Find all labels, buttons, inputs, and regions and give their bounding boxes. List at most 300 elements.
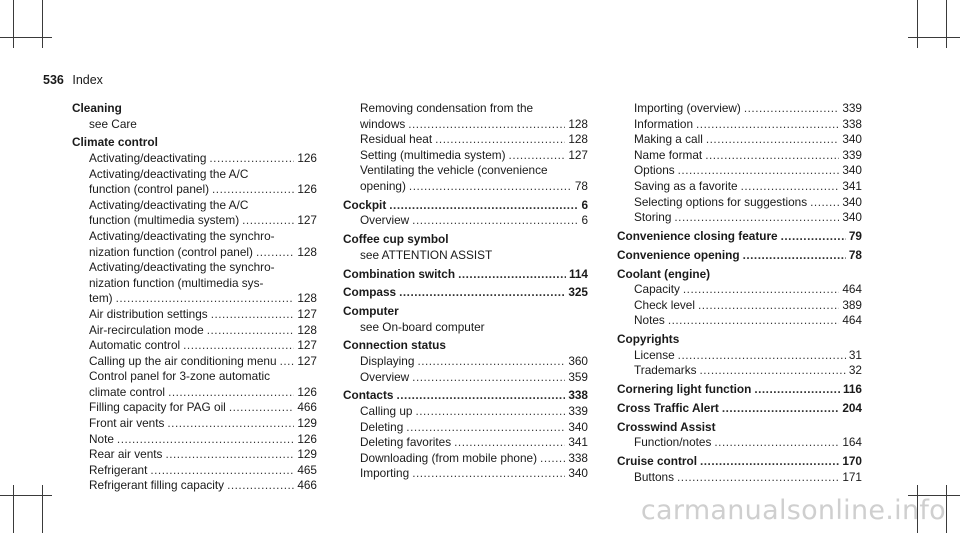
- entry-line: [89, 323, 317, 339]
- entry-line: [89, 307, 317, 323]
- entry-text: climate control: [89, 384, 166, 399]
- index-subentry: [617, 282, 862, 298]
- page-ref: 338: [568, 450, 588, 465]
- entry-line: [360, 466, 588, 482]
- entry-line: [634, 195, 862, 211]
- page-ref: 340: [842, 163, 862, 178]
- entry-text: Convenience closing feature: [617, 228, 778, 243]
- dot-leader: [700, 363, 846, 379]
- index-group: [343, 232, 588, 263]
- page-ref: 340: [568, 466, 588, 481]
- page-ref: 338: [842, 116, 862, 131]
- entry-text: function (multimedia system): [89, 213, 240, 228]
- entry-text: Importing: [360, 466, 410, 481]
- page-ref: 340: [842, 194, 862, 209]
- entry-line: [617, 454, 862, 470]
- index-subentry: [72, 432, 317, 448]
- dot-leader: [754, 382, 840, 398]
- crop-mark-top-right-v1: [917, 0, 918, 48]
- entry-text: Convenience opening: [617, 247, 740, 262]
- index-subentry: [617, 163, 862, 179]
- page-ref: 170: [842, 453, 862, 468]
- entry-line: [89, 478, 317, 494]
- entry-line: [617, 401, 862, 417]
- index-group: [617, 248, 862, 264]
- entry-text: Overview: [360, 213, 410, 228]
- entry-line: [89, 338, 317, 354]
- dot-leader: [406, 420, 565, 436]
- dot-leader: [256, 245, 294, 261]
- page-ref: 339: [842, 101, 862, 115]
- crop-mark-bottom-right-v2: [946, 485, 947, 533]
- entry-text: Saving as a favorite: [634, 178, 738, 193]
- page-ref: 129: [297, 416, 317, 431]
- page-ref: 341: [568, 435, 588, 450]
- entry-text: Residual heat: [360, 132, 433, 147]
- entry-text: Name format: [634, 147, 703, 162]
- index-subentry: [617, 195, 862, 211]
- dot-leader: [677, 470, 839, 486]
- dot-leader: [412, 213, 578, 229]
- entry-text: Overview: [360, 369, 410, 384]
- dot-leader: [242, 213, 294, 229]
- entry-text: Copyrights: [617, 332, 680, 347]
- index-subentry: [72, 447, 317, 463]
- dot-leader: [396, 388, 565, 404]
- crop-mark-top-right-h: [908, 37, 960, 38]
- page-ref: 338: [568, 388, 588, 403]
- page-ref: 339: [842, 147, 862, 162]
- index-heading: [617, 401, 862, 417]
- dot-leader: [509, 148, 566, 164]
- entry-line: [634, 163, 862, 179]
- entry-text: nization function (multimedia sys-: [89, 275, 264, 290]
- index-subentry: [617, 470, 862, 486]
- page-ref: 78: [848, 247, 862, 262]
- index-column-3: [617, 101, 862, 485]
- index-subentry: [343, 320, 588, 336]
- entry-line: [89, 463, 317, 479]
- index-subentry: [72, 369, 317, 400]
- page-ref: 340: [842, 210, 862, 225]
- index-group: [617, 420, 862, 451]
- entry-text: License: [634, 347, 675, 362]
- page-ref: 127: [297, 338, 317, 353]
- entry-text: tem): [89, 291, 113, 306]
- dot-leader: [741, 179, 840, 195]
- dot-leader: [714, 435, 839, 451]
- dot-leader: [700, 454, 839, 470]
- dot-leader: [212, 182, 294, 198]
- index-group: [617, 454, 862, 485]
- index-subentry: [343, 101, 588, 132]
- dot-leader: [698, 298, 839, 314]
- dot-leader: [150, 463, 294, 479]
- index-subentry: [343, 466, 588, 482]
- index-group: [617, 229, 862, 245]
- entry-line: [617, 382, 862, 398]
- page-ref: 464: [842, 282, 862, 297]
- entry-text: Climate control: [72, 135, 158, 150]
- dot-leader: [280, 354, 295, 370]
- dot-leader: [722, 401, 839, 417]
- page-ref: 126: [297, 384, 317, 399]
- dot-leader: [399, 285, 565, 301]
- entry-line: [360, 451, 588, 467]
- index-heading: [72, 101, 317, 117]
- entry-line: [343, 198, 588, 214]
- dot-leader: [810, 195, 839, 211]
- entry-text: Downloading (from mobile phone): [360, 450, 538, 465]
- entry-text: Making a call: [634, 132, 703, 147]
- index-column-1: [72, 101, 317, 494]
- index-group: [343, 388, 588, 482]
- index-subentry: [72, 167, 317, 198]
- page-ref: 127: [568, 147, 588, 162]
- entry-text: Notes: [634, 313, 665, 328]
- index-group: [343, 267, 588, 283]
- index-subentry: [72, 463, 317, 479]
- entry-text: nization function (control panel): [89, 244, 253, 259]
- crop-mark-top-left-h: [0, 37, 52, 38]
- page-ref: 359: [568, 369, 588, 384]
- index-subentry: [343, 132, 588, 148]
- dot-leader: [227, 478, 294, 494]
- index-subentry: [343, 370, 588, 386]
- entry-line: [343, 285, 588, 301]
- dot-leader: [408, 117, 565, 133]
- entry-line: [634, 363, 862, 379]
- entry-line: [360, 404, 588, 420]
- page-ref: 31: [848, 347, 862, 362]
- index-subentry: [72, 151, 317, 167]
- entry-text: Coffee cup symbol: [343, 232, 449, 247]
- page-ref: 204: [842, 400, 862, 415]
- page-ref: 6: [581, 197, 588, 212]
- dot-leader: [678, 163, 840, 179]
- index-subentry: [72, 307, 317, 323]
- entry-line: [617, 248, 862, 264]
- entry-text: Rear air vents: [89, 447, 163, 462]
- page-ref: 79: [848, 228, 862, 243]
- dot-leader: [781, 229, 846, 245]
- dot-leader: [678, 348, 846, 364]
- page-ref: 465: [297, 462, 317, 477]
- entry-line: [343, 388, 588, 404]
- index-subentry: [343, 420, 588, 436]
- index-subentry: [343, 435, 588, 451]
- entry-text: Refrigerant filling capacity: [89, 478, 225, 493]
- entry-line: [89, 447, 317, 463]
- crop-mark-top-right-v2: [946, 0, 947, 48]
- entry-text: Cleaning: [72, 101, 122, 115]
- entry-text: Calling up the air conditioning menu: [89, 353, 277, 368]
- entry-text: Deleting favorites: [360, 435, 452, 450]
- index-subentry: [72, 478, 317, 494]
- dot-leader: [207, 323, 295, 339]
- entry-text: Selecting options for suggestions: [634, 194, 808, 209]
- entry-line: [634, 282, 862, 298]
- index-subentry: [617, 101, 862, 117]
- entry-text: Air distribution settings: [89, 306, 208, 321]
- entry-text: Coolant (engine): [617, 266, 711, 281]
- index-subentry: [72, 323, 317, 339]
- entry-line: [89, 151, 317, 167]
- index-subentry: [617, 298, 862, 314]
- dot-leader: [412, 466, 565, 482]
- entry-text: Trademarks: [634, 363, 697, 378]
- entry-text: opening): [360, 178, 406, 193]
- crop-mark-bottom-left-v1: [13, 485, 14, 533]
- page-ref: 129: [297, 447, 317, 462]
- entry-line: [360, 420, 588, 436]
- entry-line: [634, 101, 862, 117]
- watermark: carmanualsonline.info: [640, 495, 946, 526]
- dot-leader: [117, 432, 294, 448]
- entry-text: Contacts: [343, 388, 394, 403]
- dot-leader: [211, 307, 295, 323]
- entry-line: [360, 179, 588, 195]
- entry-text: Filling capacity for PAG oil: [89, 400, 226, 415]
- index-heading: [343, 338, 588, 354]
- entry-line: [89, 291, 317, 307]
- entry-line: [634, 179, 862, 195]
- index-heading: [617, 229, 862, 245]
- entry-text: Function/notes: [634, 435, 712, 450]
- entry-text: Activating/deactivating the synchro-: [89, 260, 275, 275]
- entry-text: Note: [89, 431, 114, 446]
- index-heading: [343, 304, 588, 320]
- entry-text: Activating/deactivating the synchro-: [89, 228, 275, 243]
- page-ref: 32: [848, 363, 862, 378]
- entry-line: [360, 354, 588, 370]
- dot-leader: [412, 370, 565, 386]
- index-group: [617, 332, 862, 379]
- page-ref: 464: [842, 313, 862, 328]
- entry-text: Calling up: [360, 404, 413, 418]
- page-number: 536: [43, 73, 64, 87]
- entry-text: Activating/deactivating: [89, 150, 207, 165]
- page-ref: 128: [297, 244, 317, 259]
- dot-leader: [409, 179, 572, 195]
- entry-text: Activating/deactivating the A/C: [89, 197, 249, 212]
- index-group: [343, 285, 588, 301]
- entry-line: [360, 213, 588, 229]
- index-subentry: [617, 132, 862, 148]
- index-heading: [343, 388, 588, 404]
- dot-leader: [674, 210, 839, 226]
- entry-text: Computer: [343, 304, 399, 319]
- entry-text: see On-board computer: [360, 319, 485, 334]
- dot-leader: [167, 416, 294, 432]
- entry-line: [343, 267, 588, 283]
- entry-text: Automatic control: [89, 338, 181, 353]
- page-ref: 466: [297, 400, 317, 415]
- entry-line: [360, 435, 588, 451]
- index-group: [617, 401, 862, 417]
- dot-leader: [116, 291, 295, 307]
- index-heading: [343, 232, 588, 248]
- index-subentry: [343, 248, 588, 264]
- index-subentry: [617, 210, 862, 226]
- entry-text: Cornering light function: [617, 382, 752, 397]
- index-group: [343, 198, 588, 229]
- index-subentry: [343, 451, 588, 467]
- dot-leader: [165, 447, 294, 463]
- entry-line: [89, 354, 317, 370]
- index-subentry: [343, 404, 588, 420]
- entry-line: [360, 132, 588, 148]
- dot-leader: [183, 338, 294, 354]
- page-ref: 325: [568, 285, 588, 300]
- dot-leader: [696, 117, 839, 133]
- page-ref: 127: [297, 306, 317, 321]
- entry-text: Control panel for 3-zone automatic: [89, 369, 270, 384]
- index-subentry: [617, 117, 862, 133]
- page-ref: 339: [568, 404, 588, 418]
- index-group: [72, 101, 317, 132]
- entry-text: Refrigerant: [89, 462, 148, 477]
- entry-line: [634, 298, 862, 314]
- entry-text: windows: [360, 116, 406, 131]
- index-subentry: [72, 354, 317, 370]
- index-group: [343, 338, 588, 385]
- index-subentry: [617, 363, 862, 379]
- dot-leader: [415, 404, 565, 420]
- index-heading: [617, 382, 862, 398]
- entry-text: Cross Traffic Alert: [617, 400, 719, 415]
- index-heading: [617, 267, 862, 283]
- page-ref: 466: [297, 478, 317, 493]
- index-subentry: [617, 348, 862, 364]
- entry-text: Front air vents: [89, 416, 165, 431]
- page-ref: 114: [568, 266, 588, 281]
- crop-mark-top-left-v2: [42, 0, 43, 48]
- dot-leader: [668, 313, 839, 329]
- dot-leader: [683, 282, 839, 298]
- page-ref: 128: [568, 116, 588, 131]
- entry-text: Air-recirculation mode: [89, 322, 204, 337]
- crop-mark-bottom-left-h: [0, 495, 52, 496]
- index-subentry: [72, 338, 317, 354]
- entry-text: Compass: [343, 285, 397, 300]
- index-heading: [72, 135, 317, 151]
- page-ref: 360: [568, 354, 588, 369]
- entry-text: Crosswind Assist: [617, 419, 716, 434]
- dot-leader: [417, 354, 565, 370]
- index-subentry: [72, 198, 317, 229]
- entry-text: Setting (multimedia system): [360, 147, 506, 162]
- index-group: [617, 382, 862, 398]
- dot-leader: [209, 151, 294, 167]
- index-heading: [343, 198, 588, 214]
- entry-text: function (control panel): [89, 182, 210, 197]
- entry-text: Combination switch: [343, 266, 456, 281]
- index-heading: [617, 420, 862, 436]
- index-heading: [617, 248, 862, 264]
- page-ref: 78: [574, 178, 588, 193]
- page-ref: 127: [297, 353, 317, 368]
- dot-leader: [168, 385, 294, 401]
- index-subentry: [617, 313, 862, 329]
- dot-leader: [743, 248, 846, 264]
- index-group: [343, 304, 588, 335]
- entry-text: Activating/deactivating the A/C: [89, 166, 249, 181]
- index-subentry: [617, 179, 862, 195]
- page-ref: 128: [297, 322, 317, 337]
- entry-text: Importing (overview): [634, 101, 741, 115]
- entry-line: [360, 370, 588, 386]
- entry-text: Deleting: [360, 419, 404, 434]
- page-ref: 164: [842, 435, 862, 450]
- entry-text: Storing: [634, 210, 672, 225]
- entry-line: [634, 117, 862, 133]
- entry-text: Removing condensation from the: [360, 101, 534, 115]
- dot-leader: [705, 148, 839, 164]
- dot-leader: [435, 132, 565, 148]
- entry-line: [634, 470, 862, 486]
- entry-text: see Care: [89, 116, 137, 131]
- dot-leader: [454, 435, 565, 451]
- entry-line: [89, 432, 317, 448]
- index-subentry: [72, 416, 317, 432]
- page-ref: 6: [581, 213, 588, 228]
- index-subentry: [72, 260, 317, 307]
- entry-line: [360, 117, 588, 133]
- dot-leader: [540, 451, 565, 467]
- entry-text: Capacity: [634, 282, 680, 297]
- entry-line: [360, 148, 588, 164]
- page-ref: 126: [297, 150, 317, 165]
- index-subentry: [72, 400, 317, 416]
- entry-text: Displaying: [360, 354, 415, 369]
- dot-leader: [389, 198, 578, 214]
- entry-text: see ATTENTION ASSIST: [360, 247, 493, 262]
- dot-leader: [744, 101, 839, 117]
- index-subentry: [617, 148, 862, 164]
- page-ref: 126: [297, 431, 317, 446]
- entry-text: Options: [634, 163, 675, 178]
- entry-line: [634, 313, 862, 329]
- entry-line: [89, 182, 317, 198]
- entry-text: Ventilating the vehicle (convenience: [360, 163, 548, 178]
- page-ref: 389: [842, 297, 862, 312]
- page-ref: 127: [297, 213, 317, 228]
- section-title: Index: [72, 73, 103, 87]
- entry-line: [634, 210, 862, 226]
- dot-leader: [229, 400, 295, 416]
- entry-line: [617, 229, 862, 245]
- page-ref: 340: [568, 419, 588, 434]
- entry-text: Connection status: [343, 338, 446, 353]
- page-ref: 116: [842, 382, 862, 397]
- page-ref: 126: [297, 182, 317, 197]
- entry-line: [89, 385, 317, 401]
- entry-line: [89, 416, 317, 432]
- index-heading: [343, 285, 588, 301]
- index-heading: [617, 332, 862, 348]
- index-subentry: [343, 148, 588, 164]
- index-group: [617, 267, 862, 329]
- index-heading: [343, 267, 588, 283]
- entry-text: Cockpit: [343, 197, 387, 212]
- index-subentry: [343, 213, 588, 229]
- dot-leader: [458, 267, 566, 283]
- crop-mark-top-left-v1: [13, 0, 14, 48]
- entry-line: [89, 245, 317, 261]
- page-ref: 128: [297, 291, 317, 306]
- index-subentry: [72, 117, 317, 133]
